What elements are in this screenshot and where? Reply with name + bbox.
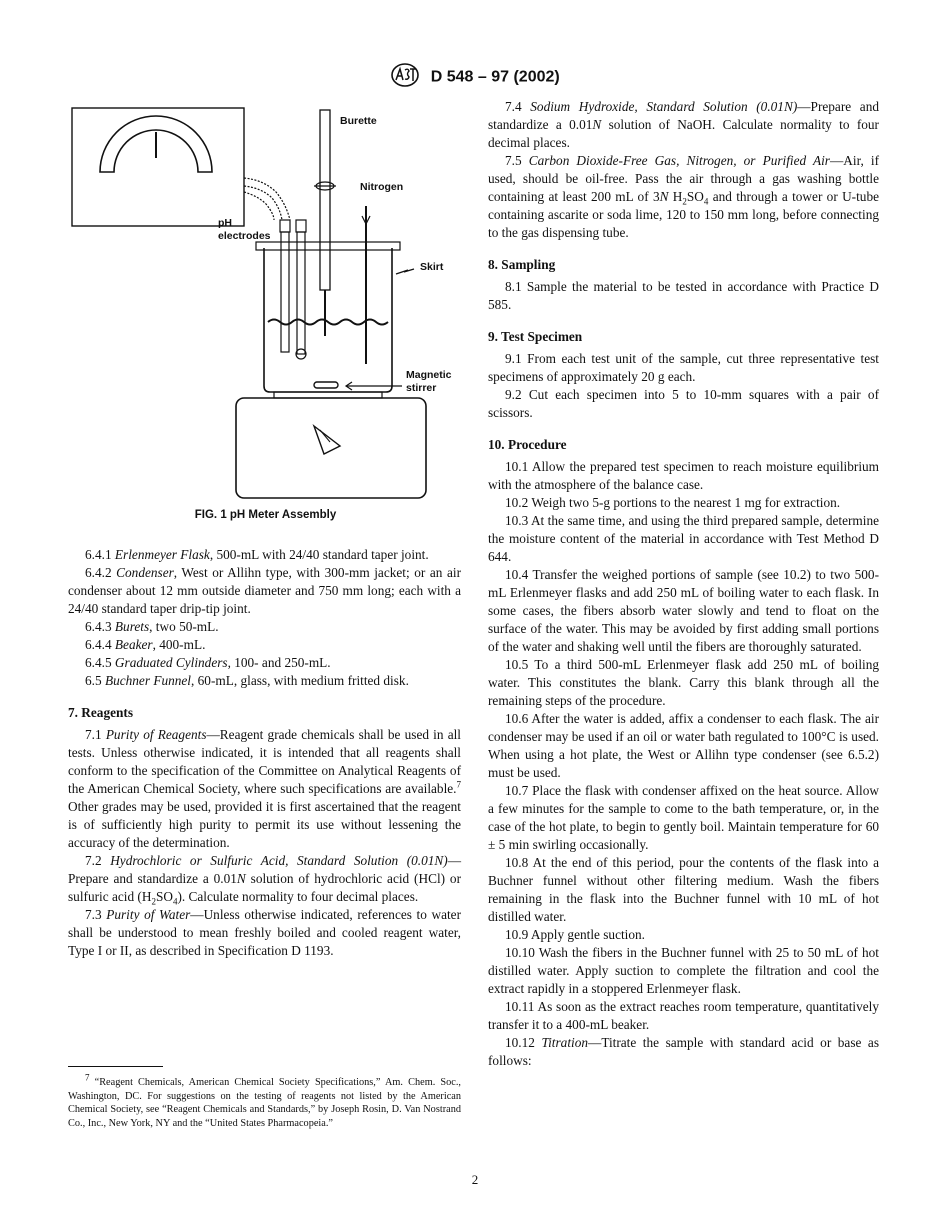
burette-label: Burette (340, 115, 377, 127)
nitrogen-label: Nitrogen (360, 181, 404, 193)
para-10-7: 10.7 Place the flask with condenser affixed on the heat source. Allow a few minutes for the sample to come to the bath temperature, or, in the case of the hot plate, to begin to gently boil. Maintain temperature for 60 ± 5 min swirling occasionally. (488, 783, 879, 852)
magnetic-label: Magnetic (406, 369, 452, 381)
para-6-4-3: 6.4.3 Burets, two 50-mL. (85, 619, 219, 634)
para-8-1: 8.1 Sample the material to be tested in accordance with Practice D 585. (488, 279, 879, 312)
ph-label: pH (218, 217, 232, 229)
section-7-heading: 7. Reagents (68, 705, 133, 720)
para-10-5: 10.5 To a third 500-mL Erlenmeyer flask add 250 mL of boiling water. This constitutes the blank. Carry this blank through all the remaining steps of the procedure. (488, 657, 879, 708)
para-10-3: 10.3 At the same time, and using the third prepared sample, determine the moisture content of the material in accordance with Test Method D 644. (488, 513, 879, 564)
para-7-5: 7.5 Carbon Dioxide-Free Gas, Nitrogen, or Purified Air—Air, if used, should be oil-free. Pass the air through a gas washing bottle containing at least 200 mL of 3N $H_2SO_4$ and through a tower or U-tube containing ascarite or soda lime, 120 to 150 mm long, before connecting to the gas dispensing tube. (488, 153, 880, 240)
para-7-3: 7.3 Purity of Water—Unless otherwise indicated, references to water shall be understood to mean freshly boiled and cooled reagent water, Type I or II, as described in Specification D 1193. (68, 907, 461, 958)
para-10-6: 10.6 After the water is added, affix a condenser to each flask. The air condenser may be used if an oil or water bath regulated to 100°C is used. When using a hot plate, the West or Allihn type condenser (see 6.5.2) must be used. (488, 711, 879, 780)
skirt-label: Skirt (420, 261, 444, 273)
para-6-4-5: 6.4.5 Graduated Cylinders, 100- and 250-mL. (85, 655, 331, 670)
ph-meter-figure (68, 96, 463, 506)
para-9-2: 9.2 Cut each specimen into 5 to 10-mm squares with a pair of scissors. (488, 387, 879, 420)
figure-caption: FIG. 1 pH Meter Assembly (194, 509, 337, 521)
document-id: D 548 – 97 (2002) (430, 68, 560, 86)
para-10-12: 10.12 Titration—Titrate the sample with standard acid or base as follows: (488, 1035, 879, 1068)
stirrer-label: stirrer (406, 382, 437, 394)
right-column (488, 98, 879, 1070)
page-header (0, 62, 950, 93)
para-10-2: 10.2 Weigh two 5-g portions to the nearest 1 mg for extraction. (505, 495, 841, 510)
para-7-1: 7.1 Purity of Reagents—Reagent grade chemicals shall be used in all tests. Unless otherwise indicated, it is intended that all reagents shall conform to the specification of the Committee on Analytical Reagents of the American Chemical Society, where such specifications are available.$^7$ Other grades may be used, provided it is first ascertained that the reagent is of sufficiently high purity to permit its use without lessening the accuracy of the determination. (68, 727, 461, 850)
para-10-9: 10.9 Apply gentle suction. (505, 927, 645, 942)
electrodes-label: electrodes (218, 230, 271, 242)
para-10-1: 10.1 Allow the prepared test specimen to reach moisture equilibrium with the atmosphere of the balance case. (488, 459, 879, 492)
left-column (68, 546, 461, 960)
stirrer-base (236, 398, 426, 498)
stirrer-bar (314, 382, 338, 388)
footnote-7: $^7$ “Reagent Chemicals, American Chemical Society Specifications,” Am. Chem. Soc., Washington, DC. For suggestions on the testing of reagents not listed by the American Chemical Society, see “Reagent Chemicals and Standards,” by Joseph Rosin, D. Van Nostrand Co., Inc., New York, NY and the “United States Pharmacopeia.” (68, 1072, 461, 1129)
section-10-heading: 10. Procedure (488, 437, 567, 452)
page-number: 2 (471, 1172, 479, 1187)
para-6-5: 6.5 Buchner Funnel, 60-mL, glass, with medium fritted disk. (85, 673, 409, 688)
para-10-11: 10.11 As soon as the extract reaches room temperature, quantitatively transfer it to a 400-mL beaker. (488, 999, 879, 1032)
para-6-4-4: 6.4.4 Beaker, 400-mL. (85, 637, 206, 652)
para-10-8: 10.8 At the end of this period, pour the contents of the flask into a Buchner funnel without other filtering medium. Wash the fibers remaining in the flask into the Buchner funnel with 10 mL of hot distilled water. (488, 855, 879, 924)
section-8-heading: 8. Sampling (488, 257, 556, 272)
para-10-10: 10.10 Wash the fibers in the Buchner funnel with 25 to 50 mL of hot distilled water. Apply suction to complete the filtration and cool the extract rapidly in a stoppered Erlenmeyer flask. (488, 945, 879, 996)
ph-meter-box (72, 108, 244, 226)
para-10-4: 10.4 Transfer the weighed portions of sample (see 10.2) to two 500-mL Erlenmeyer flasks and add 250 mL of boiling water to each flask. In some cases, the fibers absorb water slowly and tend to float on the surface of the water. This may be avoided by first adding small portions of the water and shaking well until the fibers are thoroughly saturated. (488, 567, 879, 654)
section-9-heading: 9. Test Specimen (488, 329, 583, 344)
para-7-4: 7.4 Sodium Hydroxide, Standard Solution (0.01N)—Prepare and standardize a 0.01N solution of NaOH. Calculate normality to four decimal places. (488, 99, 879, 150)
footnote-rule (68, 1066, 163, 1067)
para-7-2: 7.2 Hydrochloric or Sulfuric Acid, Standard Solution (0.01N)—Prepare and standardize a 0.01N solution of hydrochloric acid (HCl) or sulfuric acid $(H_2SO_4)$. Calculate normality to four decimal places. (68, 853, 462, 907)
para-6-4-2: 6.4.2 Condenser, West or Allihn type, with 300-mm jacket; or an air condenser about 12 mm outside diameter and 750 mm long; each with a 24/40 standard taper drip-tip joint. (68, 565, 461, 616)
skirt (256, 242, 400, 250)
para-6-4-1: 6.4.1 Erlenmeyer Flask, 500-mL with 24/40 standard taper joint. (85, 547, 429, 562)
para-9-1: 9.1 From each test unit of the sample, cut three representative test specimens of approximately 20 g each. (488, 351, 879, 384)
astm-logo-icon (390, 62, 420, 93)
